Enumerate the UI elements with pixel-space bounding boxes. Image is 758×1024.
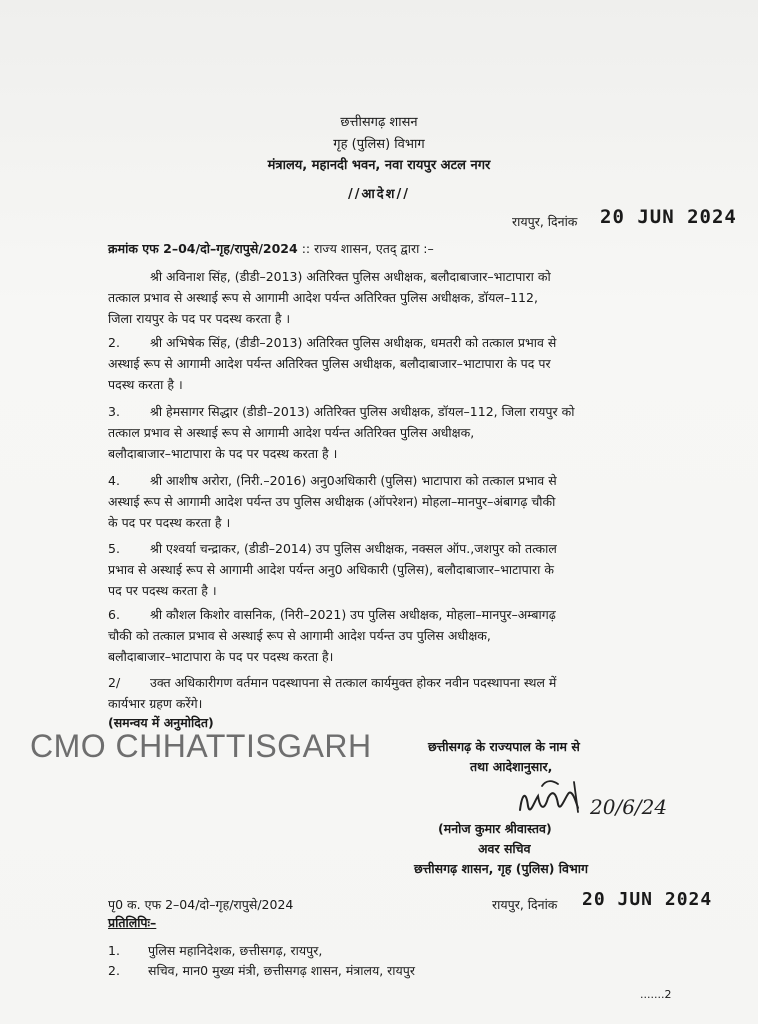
order-item-6 [108, 604, 680, 667]
item-line: 4. श्री आशीष अरोरा, (निरी.–2016) अनु0अधिकारी (पुलिस) भाटापारा को तत्काल प्रभाव से [108, 470, 680, 491]
approved-note: (समन्वय में अनुमोदित) [108, 715, 214, 730]
copy-number: 1. [108, 943, 120, 958]
item-line: के पद पर पदस्थ करता है । [108, 515, 231, 530]
watermark-text: CMO CHHATTISGARH [30, 728, 372, 764]
item-line: तत्काल प्रभाव से अस्थाई रूप से आगामी आदेश पर्यन्त अतिरिक्त पुलिस अधीक्षक, डॉयल–112, [108, 290, 538, 305]
reference-number: क्रमांक एफ 2–04/दो–गृह/रापुसे/2024 [108, 241, 298, 256]
item-line: प्रभाव से अस्थाई रूप से आगामी आदेश पर्यन्त अनु0 अधिकारी (पुलिस), बलौदाबाजार–भाटापारा के [108, 562, 554, 577]
copy-item-1 [108, 942, 322, 959]
item-line: 6. श्री कौशल किशोर वासनिक, (निरी–2021) उप पुलिस अधीक्षक, मोहला–मानपुर–अम्बागढ़ [108, 604, 680, 625]
signatory-designation: अवर सचिव [478, 841, 531, 856]
item-line: चौकी को तत्काल प्रभाव से अस्थाई रूप से आगामी आदेश पर्यन्त उप पुलिस अधीक्षक, [108, 628, 491, 643]
copy-number: 2. [108, 963, 120, 978]
order-item-3 [108, 401, 680, 464]
note-number: 2/ [108, 675, 121, 690]
handwritten-date: 20/6/24 [590, 795, 668, 819]
date-label: रायपुर, दिनांक [512, 214, 578, 229]
item-line: पदस्थ करता है । [108, 377, 183, 392]
date-stamp: 20 JUN 2024 [600, 206, 737, 228]
order-item-1 [108, 266, 680, 329]
item-line: बलौदाबाजार–भाटापारा के पद पर पदस्थ करता है । [108, 446, 338, 461]
reference-text: :: राज्य शासन, एतद् द्वारा :– [301, 241, 434, 256]
signature-line-2: तथा आदेशानुसार, [470, 759, 553, 774]
item-number: 2. [108, 335, 120, 350]
order-heading: //आदेश// [347, 187, 411, 202]
item-number: 4. [108, 473, 120, 488]
note-line: 2/ उक्त अधिकारीगण वर्तमान पदस्थापना से तत्काल कार्यमुक्त होकर नवीन पदस्थापना स्थल में [108, 672, 680, 693]
item-line: 5. श्री एश्वर्या चन्द्राकर, (डीडी–2014) उप पुलिस अधीक्षक, नक्सल ऑप.,जशपुर को तत्काल [108, 538, 680, 559]
page-continuation: .......2 [640, 988, 672, 1001]
header-department: गृह (पुलिस) विभाग [333, 137, 425, 152]
copy-text: पुलिस महानिदेशक, छत्तीसगढ़, रायपुर, [148, 943, 323, 958]
reference-line [108, 240, 434, 257]
signatory-department: छत्तीसगढ़ शासन, गृह (पुलिस) विभाग [414, 861, 589, 876]
endorsement-date-label: रायपुर, दिनांक [492, 897, 558, 912]
copy-text: सचिव, मान0 मुख्य मंत्री, छत्तीसगढ़ शासन, मंत्रालय, रायपुर [148, 963, 415, 978]
signature-line-1: छत्तीसगढ़ के राज्यपाल के नाम से [428, 739, 580, 754]
header-address: मंत्रालय, महानदी भवन, नवा रायपुर अटल नगर [267, 158, 491, 173]
endorsement-ref: पृ0 क. एफ 2–04/दो–गृह/रापुसे/2024 [108, 897, 294, 912]
item-line: श्री अविनाश सिंह, (डीडी–2013) अतिरिक्त पुलिस अधीक्षक, बलौदाबाजार–भाटापारा को [150, 269, 551, 284]
item-number: 3. [108, 404, 120, 419]
item-line: बलौदाबाजार–भाटापारा के पद पर पदस्थ करता है। [108, 649, 334, 664]
copy-heading: प्रतिलिपिः– [108, 915, 157, 930]
endorsement-date-stamp: 20 JUN 2024 [582, 889, 713, 910]
item-line: अस्थाई रूप से आगामी आदेश पर्यन्त उप पुलिस अधीक्षक (ऑपरेशन) मोहला–मानपुर–अंबागढ़ चौकी [108, 494, 556, 509]
item-line: अस्थाई रूप से आगामी आदेश पर्यन्त अतिरिक्त पुलिस अधीक्षक, बलौदाबाजार–भाटापारा के पद पर [108, 356, 551, 371]
order-item-2 [108, 332, 680, 395]
order-item-4 [108, 470, 680, 533]
item-line: जिला रायपुर के पद पर पदस्थ करता है । [108, 311, 291, 326]
item-line: तत्काल प्रभाव से अस्थाई रूप से आगामी आदेश पर्यन्त अतिरिक्त पुलिस अधीक्षक, [108, 425, 475, 440]
note-line: कार्यभार ग्रहण करेंगे। [108, 696, 203, 711]
order-item-5 [108, 538, 680, 601]
item-line: 3. श्री हेमसागर सिद्धार (डीडी–2013) अतिरिक्त पुलिस अधीक्षक, डॉयल–112, जिला रायपुर को [108, 401, 680, 422]
item-number: 5. [108, 541, 120, 556]
signatory-name: (मनोज कुमार श्रीवास्तव) [438, 821, 552, 836]
header-state: छत्तीसगढ़ शासन [340, 115, 418, 130]
copy-item-2 [108, 962, 415, 979]
instruction-note [108, 672, 680, 714]
item-line: पद पर पदस्थ करता है । [108, 583, 217, 598]
item-line: 2. श्री अभिषेक सिंह, (डीडी–2013) अतिरिक्त पुलिस अधीक्षक, धमतरी को तत्काल प्रभाव से [108, 332, 680, 353]
item-number: 6. [108, 607, 120, 622]
